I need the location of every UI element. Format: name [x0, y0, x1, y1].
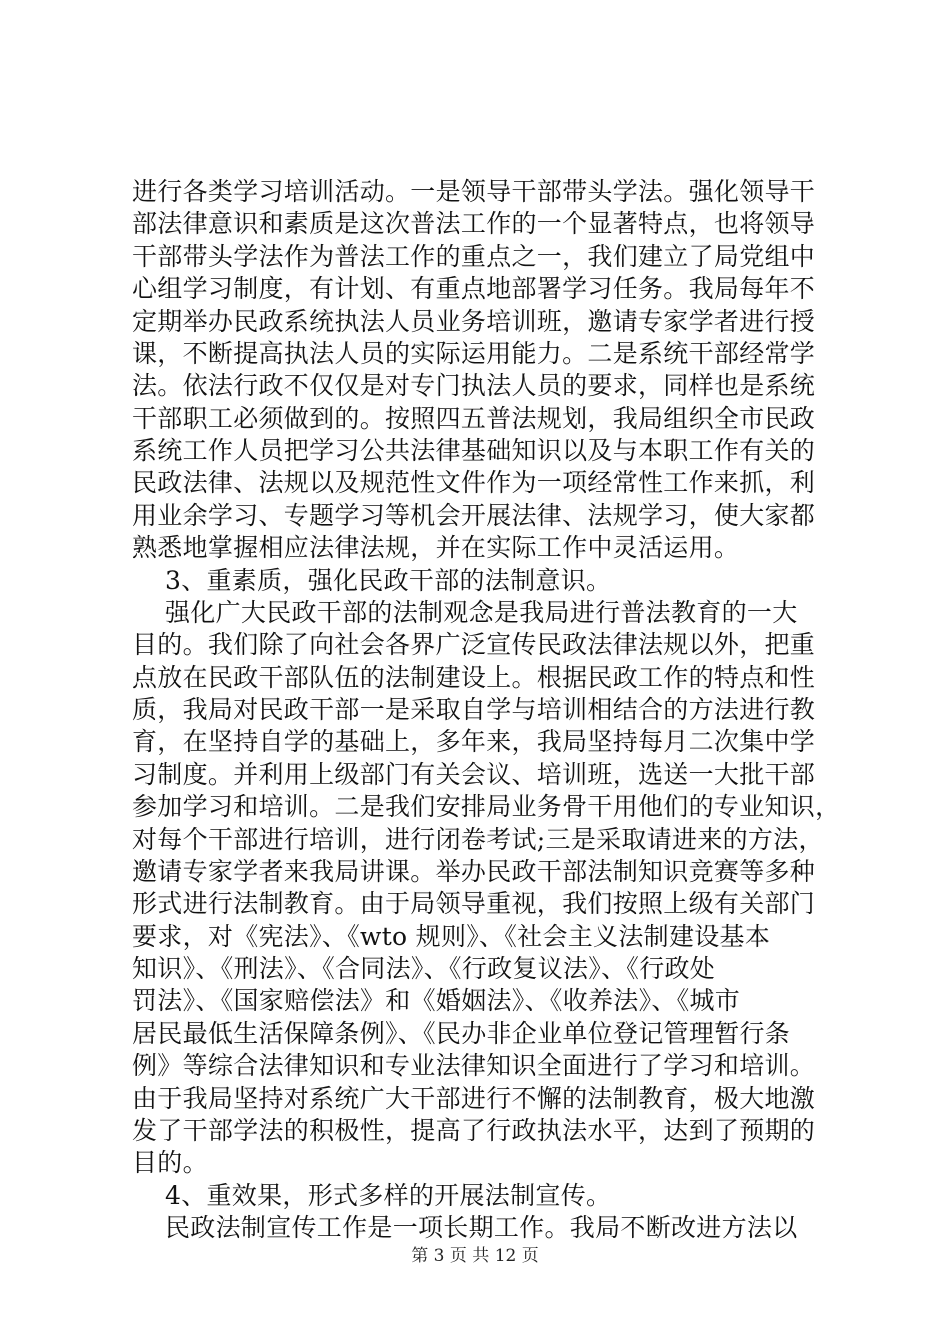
text-line: 部法律意识和素质是这次普法工作的一个显著特点，也将领导: [132, 209, 816, 238]
text-line: 心组学习制度，有计划、有重点地部署学习任务。我局每年不: [132, 274, 816, 303]
text-line: 民政法制宣传工作是一项长期工作。我局不断改进方法以: [165, 1213, 798, 1242]
text-line: 强化广大民政干部的法制观念是我局进行普法教育的一大: [165, 598, 798, 627]
text-line: 熟悉地掌握相应法律法规，并在实际工作中灵活运用。: [132, 533, 740, 562]
text-line: 居民最低生活保障条例》、《民办非企业单位登记管理暂行条: [132, 1019, 791, 1048]
text-line: 质，我局对民政干部一是采取自学与培训相结合的方法进行教: [132, 695, 816, 724]
text-line: 目的。我们除了向社会各界广泛宣传民政法律法规以外，把重: [132, 630, 816, 659]
section-heading: 4、重效果，形式多样的开展法制宣传。: [165, 1181, 612, 1210]
text-line: 系统工作人员把学习公共法律基础知识以及与本职工作有关的: [132, 436, 816, 465]
text-line: 例》等综合法律知识和专业法律知识全面进行了学习和培训。: [132, 1051, 816, 1080]
text-line: 邀请专家学者来我局讲课。举办民政干部法制知识竞赛等多种: [132, 857, 816, 886]
text-line: 干部带头学法作为普法工作的重点之一，我们建立了局党组中: [132, 242, 816, 271]
text-line: 点放在民政干部队伍的法制建设上。根据民政工作的特点和性: [132, 663, 816, 692]
text-line: 课，不断提高执法人员的实际运用能力。二是系统干部经常学: [132, 339, 816, 368]
text-line: 形式进行法制教育。由于局领导重视，我们按照上级有关部门: [132, 889, 816, 918]
text-line: 目的。: [132, 1148, 208, 1177]
text-line: 干部职工必须做到的。按照四五普法规划，我局组织全市民政: [132, 404, 816, 433]
text-line: 由于我局坚持对系统广大干部进行不懈的法制教育，极大地激: [132, 1084, 816, 1113]
text-line: 法。依法行政不仅仅是对专门执法人员的要求，同样也是系统: [132, 371, 816, 400]
text-line: 要求，对《宪法》、《wto 规则》、《社会主义法制建设基本: [132, 922, 771, 951]
text-line: 对每个干部进行培训，进行闭卷考试;三是采取请进来的方法，: [132, 825, 824, 854]
text-line: 民政法律、法规以及规范性文件作为一项经常性工作来抓，利: [132, 468, 816, 497]
text-line: 参加学习和培训。二是我们安排局业务骨干用他们的专业知识，: [132, 792, 841, 821]
page-footer: 第 3 页 共 12 页: [411, 1246, 539, 1266]
text-line: 定期举办民政系统执法人员业务培训班，邀请专家学者进行授: [132, 307, 816, 336]
text-line: 知识》、《刑法》、《合同法》、《行政复议法》、《行政处: [132, 954, 716, 983]
text-line: 罚法》、《国家赔偿法》和《婚姻法》、《收养法》、《城市: [132, 986, 741, 1015]
text-line: 育，在坚持自学的基础上，多年来，我局坚持每月二次集中学: [132, 727, 816, 756]
section-heading: 3、重素质，强化民政干部的法制意识。: [165, 566, 612, 595]
text-line: 习制度。并利用上级部门有关会议、培训班，选送一大批干部: [132, 760, 816, 789]
text-line: 进行各类学习培训活动。一是领导干部带头学法。强化领导干: [132, 177, 816, 206]
text-line: 发了干部学法的积极性，提高了行政执法水平，达到了预期的: [132, 1116, 816, 1145]
text-line: 用业余学习、专题学习等机会开展法律、法规学习，使大家都: [132, 501, 816, 530]
